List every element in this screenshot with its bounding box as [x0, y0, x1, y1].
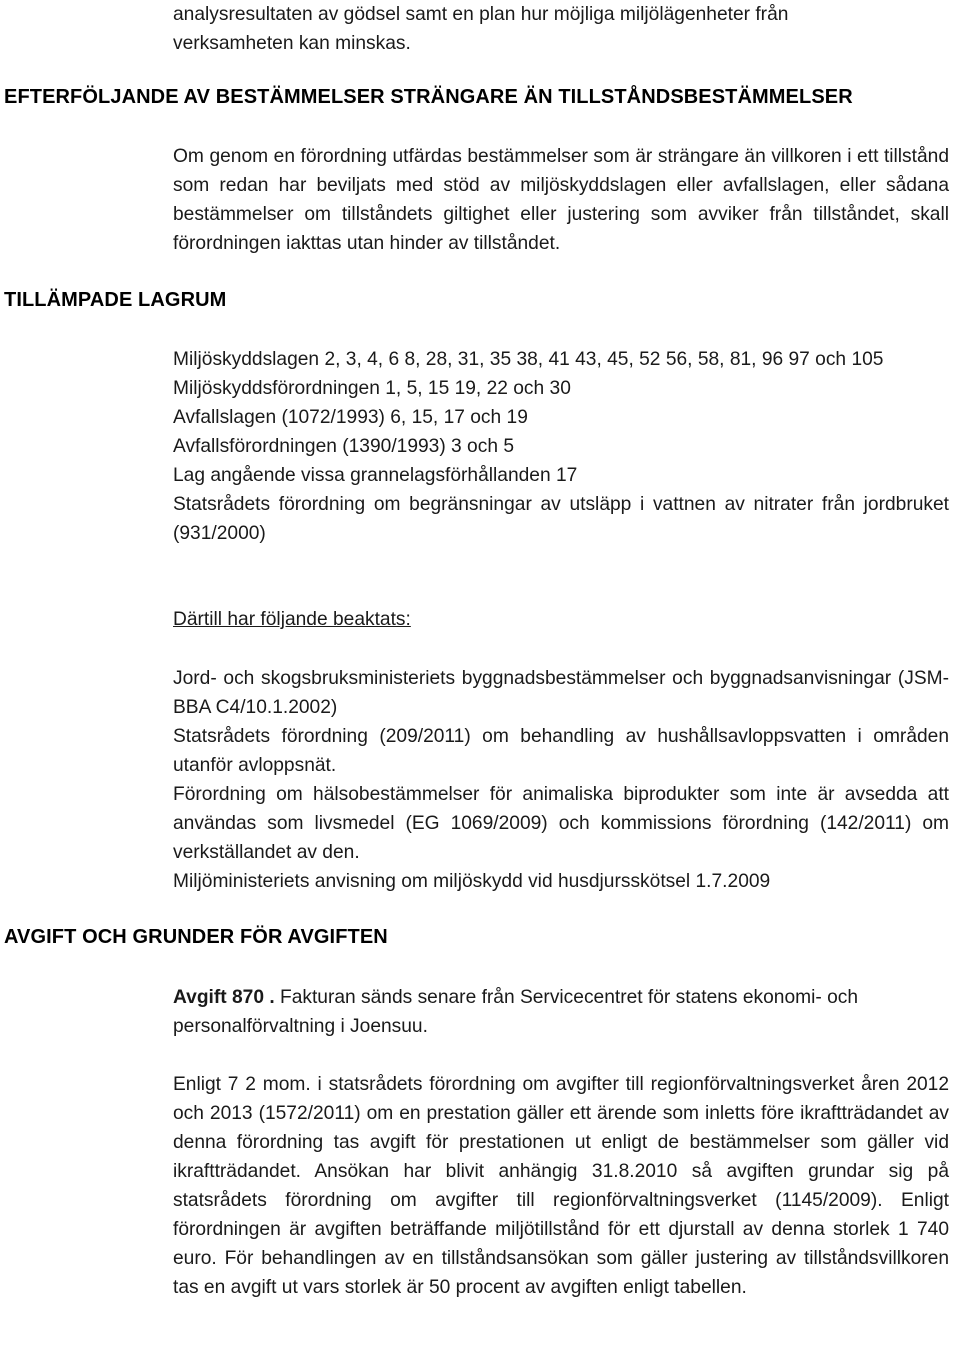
section-heading-applied-laws: TILLÄMPADE LAGRUM	[4, 289, 227, 311]
stricter-provisions-paragraph	[173, 142, 949, 258]
fee-amount: Avgift 870 .	[173, 987, 275, 1008]
fee-basis-paragraph	[173, 1070, 949, 1302]
law-item: Statsrådets förordning om begränsningar av utsläpp i vattnen av nitrater från jordbruket (931/2000)	[173, 494, 949, 544]
considered-heading: Därtill har följande beaktats:	[173, 609, 411, 630]
intro-line-1: analysresultaten av gödsel samt en plan hur möjliga miljölägenheter från	[173, 4, 789, 25]
fee-invoice-note: Fakturan sänds senare från Servicecentret för statens ekonomi- och personalförvaltning i Joensuu.	[173, 987, 859, 1037]
law-item: Avfallslagen (1072/1993) 6, 15, 17 och 19	[173, 407, 528, 428]
law-item: Miljöskyddsförordningen 1, 5, 15 19, 22 och 30	[173, 378, 571, 399]
stricter-provisions-text: Om genom en förordning utfärdas bestämmelser som är strängare än villkoren i ett tillstånd som redan har beviljats med stöd av miljöskyddslagen eller avfallslagen, eller sådana bestämmelser om tillståndets giltighet eller justering som avviker från tillståndet, skall förordningen iakttas utan hinder av tillståndet.	[173, 146, 949, 254]
section-heading-stricter-provisions: EFTERFÖLJANDE AV BESTÄMMELSER STRÄNGARE ÄN TILLSTÅNDSBESTÄMMELSER	[4, 86, 853, 108]
considered-heading-block	[173, 605, 949, 634]
intro-line-2: verksamheten kan minskas.	[173, 33, 411, 54]
intro-paragraph	[173, 0, 949, 58]
section-heading-fee: AVGIFT OCH GRUNDER FÖR AVGIFTEN	[4, 926, 388, 948]
considered-item: Förordning om hälsobestämmelser för animaliska biprodukter som inte är avsedda att användas som livsmedel (EG 1069/2009) och kommissions förordning (142/2011) om verkställandet av den.	[173, 784, 949, 863]
law-item: Miljöskyddslagen 2, 3, 4, 6 8, 28, 31, 35 38, 41 43, 45, 52 56, 58, 81, 96 97 och 105	[173, 349, 884, 370]
considered-list	[173, 664, 949, 896]
law-item: Avfallsförordningen (1390/1993) 3 och 5	[173, 436, 514, 457]
law-item: Lag angående vissa grannelagsförhållanden 17	[173, 465, 578, 486]
applied-laws-list	[173, 345, 949, 548]
fee-basis-text: Enligt 7 2 mom. i statsrådets förordning om avgifter till regionförvaltningsverket åren 2012 och 2013 (1572/2011) om en prestation gäller ett ärende som inletts före ikraftträdandet av denna förordning tas avgift för prestationen ut enligt de bestämmelser som gäller vid ikraftträdandet. Ansökan har blivit anhängig 31.8.2010 så avgiften grundar sig på statsrådets förordning om avgifter till regionförvaltningsverket (1145/2009). Enligt förordningen är avgiften beträffande miljötillstånd för ett djurstall av denna storlek 1 740 euro. För behandlingen av en tillståndsansökan som gäller justering av tillståndsvillkoren tas en avgift ut vars storlek är 50 procent av avgiften enligt tabellen.	[173, 1074, 949, 1298]
considered-item: Miljöministeriets anvisning om miljöskydd vid husdjursskötsel 1.7.2009	[173, 871, 771, 892]
considered-item: Statsrådets förordning (209/2011) om behandling av hushållsavloppsvatten i områden utanför avloppsnät.	[173, 726, 949, 776]
considered-item: Jord- och skogsbruksministeriets byggnadsbestämmelser och byggnadsanvisningar (JSM-BBA C4/10.1.2002)	[173, 668, 949, 718]
fee-paragraph	[173, 983, 949, 1041]
